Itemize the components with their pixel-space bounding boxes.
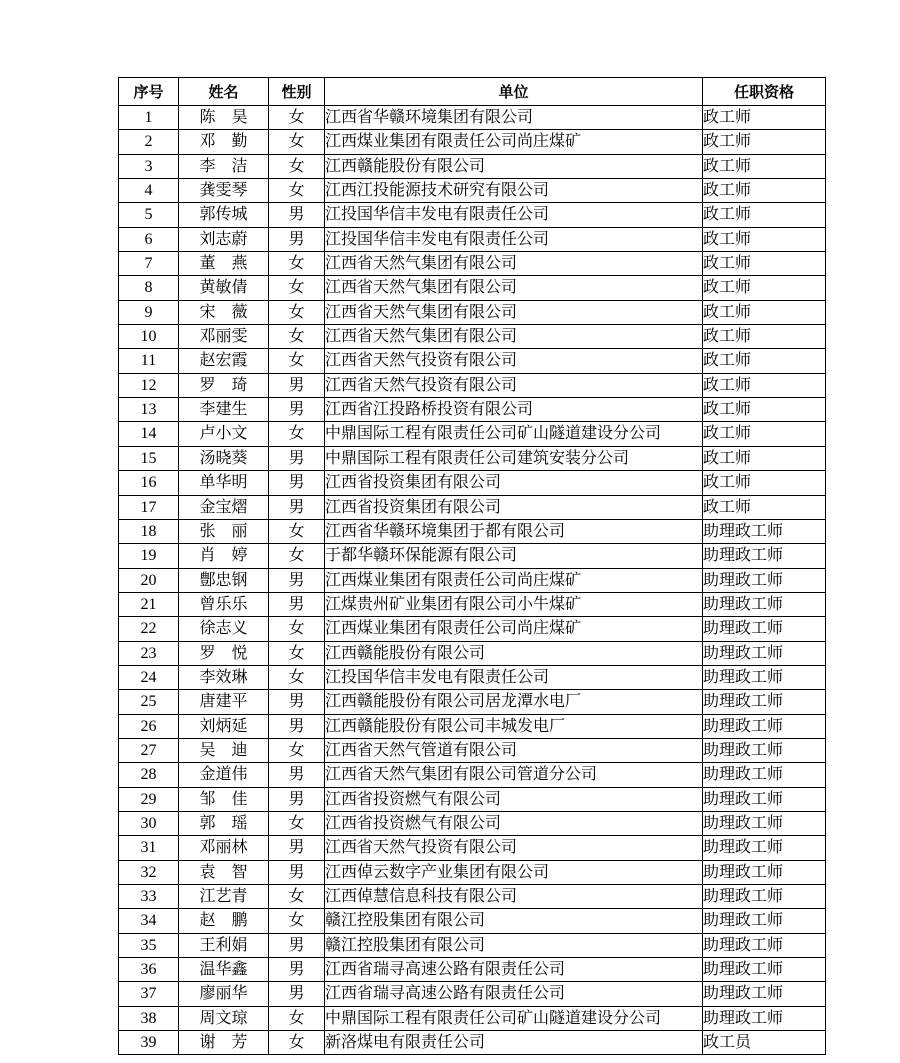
cell-index: 10: [119, 325, 179, 349]
cell-unit: 江西倬慧信息科技有限公司: [325, 885, 703, 909]
table-row: [119, 787, 826, 811]
cell-qualification: 助理政工师: [703, 1006, 826, 1030]
cell-unit: 江西赣能股份有限公司: [325, 154, 703, 178]
cell-unit: 江西省天然气集团有限公司: [325, 325, 703, 349]
cell-name: 唐建平: [179, 690, 269, 714]
cell-qualification: 助理政工师: [703, 544, 826, 568]
cell-index: 9: [119, 300, 179, 324]
cell-unit: 江西省天然气集团有限公司: [325, 300, 703, 324]
cell-index: 5: [119, 203, 179, 227]
table-row: [119, 106, 826, 130]
table-row: [119, 276, 826, 300]
cell-qualification: 政工师: [703, 325, 826, 349]
cell-index: 23: [119, 641, 179, 665]
table-row: [119, 860, 826, 884]
cell-name: 邹 佳: [179, 787, 269, 811]
cell-name: 温华鑫: [179, 958, 269, 982]
cell-qualification: 助理政工师: [703, 568, 826, 592]
cell-unit: 江西省天然气投资有限公司: [325, 373, 703, 397]
cell-qualification: 助理政工师: [703, 811, 826, 835]
cell-qualification: 助理政工师: [703, 592, 826, 616]
table-row: [119, 1031, 826, 1055]
cell-gender: 女: [269, 179, 325, 203]
cell-name: 龚雯琴: [179, 179, 269, 203]
cell-qualification: 政工师: [703, 227, 826, 251]
cell-unit: 江西省江投路桥投资有限公司: [325, 398, 703, 422]
cell-unit: 江西省投资燃气有限公司: [325, 811, 703, 835]
table-row: [119, 836, 826, 860]
cell-gender: 男: [269, 714, 325, 738]
cell-gender: 男: [269, 568, 325, 592]
table-row: [119, 446, 826, 470]
table-row: [119, 909, 826, 933]
cell-gender: 男: [269, 592, 325, 616]
cell-qualification: 政工师: [703, 422, 826, 446]
cell-unit: 江西赣能股份有限公司: [325, 641, 703, 665]
cell-qualification: 政工员: [703, 1031, 826, 1055]
cell-unit: 江西倬云数字产业集团有限公司: [325, 860, 703, 884]
cell-name: 金宝熠: [179, 495, 269, 519]
qualification-table-container: [118, 77, 826, 1055]
cell-unit: 江西省华赣环境集团于都有限公司: [325, 519, 703, 543]
cell-name: 赵 鹏: [179, 909, 269, 933]
cell-index: 6: [119, 227, 179, 251]
cell-gender: 女: [269, 885, 325, 909]
cell-name: 黄敏倩: [179, 276, 269, 300]
cell-name: 李效琳: [179, 665, 269, 689]
cell-gender: 女: [269, 154, 325, 178]
table-row: [119, 982, 826, 1006]
cell-unit: 江西省投资集团有限公司: [325, 495, 703, 519]
cell-index: 29: [119, 787, 179, 811]
cell-qualification: 政工师: [703, 398, 826, 422]
table-row: [119, 349, 826, 373]
cell-name: 张 丽: [179, 519, 269, 543]
cell-gender: 女: [269, 909, 325, 933]
cell-unit: 江西省天然气投资有限公司: [325, 349, 703, 373]
cell-index: 34: [119, 909, 179, 933]
cell-qualification: 政工师: [703, 471, 826, 495]
table-row: [119, 690, 826, 714]
cell-index: 35: [119, 933, 179, 957]
cell-name: 江艺青: [179, 885, 269, 909]
cell-gender: 女: [269, 276, 325, 300]
cell-gender: 男: [269, 203, 325, 227]
cell-name: 邓丽林: [179, 836, 269, 860]
cell-name: 王利娟: [179, 933, 269, 957]
cell-gender: 男: [269, 933, 325, 957]
cell-gender: 男: [269, 373, 325, 397]
cell-index: 17: [119, 495, 179, 519]
cell-name: 谢 芳: [179, 1031, 269, 1055]
table-row: [119, 398, 826, 422]
table-row: [119, 885, 826, 909]
cell-name: 周文琼: [179, 1006, 269, 1030]
cell-unit: 江投国华信丰发电有限责任公司: [325, 203, 703, 227]
cell-name: 刘炳延: [179, 714, 269, 738]
cell-gender: 男: [269, 471, 325, 495]
cell-gender: 女: [269, 106, 325, 130]
cell-name: 徐志义: [179, 617, 269, 641]
cell-unit: 江西省瑞寻高速公路有限责任公司: [325, 958, 703, 982]
cell-unit: 江投国华信丰发电有限责任公司: [325, 665, 703, 689]
cell-gender: 男: [269, 787, 325, 811]
cell-qualification: 政工师: [703, 179, 826, 203]
table-row: [119, 738, 826, 762]
cell-gender: 女: [269, 252, 325, 276]
cell-qualification: 政工师: [703, 252, 826, 276]
cell-unit: 江西煤业集团有限责任公司尚庄煤矿: [325, 130, 703, 154]
table-row: [119, 1006, 826, 1030]
cell-qualification: 助理政工师: [703, 958, 826, 982]
cell-name: 董 燕: [179, 252, 269, 276]
cell-index: 14: [119, 422, 179, 446]
cell-index: 39: [119, 1031, 179, 1055]
qualification-table: [118, 77, 826, 1055]
cell-qualification: 助理政工师: [703, 738, 826, 762]
cell-gender: 女: [269, 349, 325, 373]
table-row: [119, 811, 826, 835]
cell-gender: 女: [269, 1006, 325, 1030]
cell-gender: 男: [269, 398, 325, 422]
cell-index: 3: [119, 154, 179, 178]
cell-qualification: 助理政工师: [703, 763, 826, 787]
cell-index: 16: [119, 471, 179, 495]
cell-index: 24: [119, 665, 179, 689]
cell-index: 13: [119, 398, 179, 422]
cell-index: 18: [119, 519, 179, 543]
cell-name: 肖 婷: [179, 544, 269, 568]
cell-gender: 男: [269, 958, 325, 982]
table-row: [119, 422, 826, 446]
cell-qualification: 政工师: [703, 276, 826, 300]
cell-unit: 于都华赣环保能源有限公司: [325, 544, 703, 568]
table-row: [119, 958, 826, 982]
cell-index: 28: [119, 763, 179, 787]
cell-index: 4: [119, 179, 179, 203]
cell-name: 鄷忠钢: [179, 568, 269, 592]
cell-gender: 女: [269, 300, 325, 324]
cell-gender: 男: [269, 982, 325, 1006]
cell-unit: 江西省天然气管道有限公司: [325, 738, 703, 762]
cell-unit: 江西省瑞寻高速公路有限责任公司: [325, 982, 703, 1006]
table-row: [119, 373, 826, 397]
table-row: [119, 495, 826, 519]
cell-index: 20: [119, 568, 179, 592]
cell-gender: 男: [269, 763, 325, 787]
cell-qualification: 助理政工师: [703, 933, 826, 957]
table-row: [119, 544, 826, 568]
cell-qualification: 政工师: [703, 446, 826, 470]
table-row: [119, 300, 826, 324]
cell-unit: 江西赣能股份有限公司丰城发电厂: [325, 714, 703, 738]
cell-qualification: 助理政工师: [703, 860, 826, 884]
cell-index: 7: [119, 252, 179, 276]
cell-index: 2: [119, 130, 179, 154]
cell-unit: 江西煤业集团有限责任公司尚庄煤矿: [325, 617, 703, 641]
cell-gender: 女: [269, 617, 325, 641]
cell-index: 37: [119, 982, 179, 1006]
cell-qualification: 政工师: [703, 373, 826, 397]
cell-unit: 江西省天然气集团有限公司: [325, 252, 703, 276]
cell-qualification: 政工师: [703, 203, 826, 227]
cell-qualification: 助理政工师: [703, 787, 826, 811]
cell-gender: 男: [269, 495, 325, 519]
cell-name: 金道伟: [179, 763, 269, 787]
cell-unit: 新洛煤电有限责任公司: [325, 1031, 703, 1055]
cell-unit: 江西省天然气集团有限公司: [325, 276, 703, 300]
cell-unit: 江西省投资燃气有限公司: [325, 787, 703, 811]
cell-unit: 江西煤业集团有限责任公司尚庄煤矿: [325, 568, 703, 592]
cell-gender: 女: [269, 544, 325, 568]
cell-index: 11: [119, 349, 179, 373]
cell-index: 1: [119, 106, 179, 130]
cell-name: 吴 迪: [179, 738, 269, 762]
cell-name: 郭 瑶: [179, 811, 269, 835]
cell-index: 30: [119, 811, 179, 835]
cell-unit: 江西省天然气投资有限公司: [325, 836, 703, 860]
cell-index: 22: [119, 617, 179, 641]
table-row: [119, 227, 826, 251]
cell-unit: 中鼎国际工程有限责任公司矿山隧道建设分公司: [325, 422, 703, 446]
table-body: [119, 106, 826, 1055]
cell-name: 邓丽雯: [179, 325, 269, 349]
cell-unit: 赣江控股集团有限公司: [325, 933, 703, 957]
cell-qualification: 政工师: [703, 154, 826, 178]
cell-name: 李建生: [179, 398, 269, 422]
table-row: [119, 714, 826, 738]
cell-qualification: 助理政工师: [703, 982, 826, 1006]
table-row: [119, 763, 826, 787]
table-row: [119, 641, 826, 665]
cell-qualification: 助理政工师: [703, 885, 826, 909]
cell-unit: 江西赣能股份有限公司居龙潭水电厂: [325, 690, 703, 714]
cell-gender: 女: [269, 130, 325, 154]
table-row: [119, 179, 826, 203]
cell-unit: 中鼎国际工程有限责任公司矿山隧道建设分公司: [325, 1006, 703, 1030]
cell-name: 单华明: [179, 471, 269, 495]
cell-gender: 男: [269, 227, 325, 251]
cell-gender: 男: [269, 836, 325, 860]
cell-name: 卢小文: [179, 422, 269, 446]
cell-unit: 江投国华信丰发电有限责任公司: [325, 227, 703, 251]
cell-name: 赵宏霞: [179, 349, 269, 373]
cell-gender: 女: [269, 665, 325, 689]
cell-unit: 江西江投能源技术研究有限公司: [325, 179, 703, 203]
cell-qualification: 政工师: [703, 349, 826, 373]
cell-gender: 女: [269, 811, 325, 835]
table-row: [119, 617, 826, 641]
cell-qualification: 政工师: [703, 130, 826, 154]
cell-name: 陈 昊: [179, 106, 269, 130]
cell-unit: 江西省华赣环境集团有限公司: [325, 106, 703, 130]
header-gender: 性别: [269, 78, 325, 106]
cell-qualification: 助理政工师: [703, 714, 826, 738]
cell-gender: 女: [269, 325, 325, 349]
cell-unit: 江煤贵州矿业集团有限公司小牛煤矿: [325, 592, 703, 616]
cell-index: 21: [119, 592, 179, 616]
cell-index: 33: [119, 885, 179, 909]
cell-index: 36: [119, 958, 179, 982]
cell-qualification: 政工师: [703, 300, 826, 324]
table-row: [119, 519, 826, 543]
cell-index: 12: [119, 373, 179, 397]
cell-index: 19: [119, 544, 179, 568]
cell-unit: 江西省投资集团有限公司: [325, 471, 703, 495]
table-row: [119, 592, 826, 616]
cell-qualification: 助理政工师: [703, 909, 826, 933]
header-unit: 单位: [325, 78, 703, 106]
table-row: [119, 154, 826, 178]
cell-name: 袁 智: [179, 860, 269, 884]
cell-qualification: 助理政工师: [703, 690, 826, 714]
cell-index: 31: [119, 836, 179, 860]
cell-name: 郭传城: [179, 203, 269, 227]
cell-qualification: 政工师: [703, 106, 826, 130]
cell-qualification: 助理政工师: [703, 519, 826, 543]
cell-qualification: 助理政工师: [703, 836, 826, 860]
cell-name: 廖丽华: [179, 982, 269, 1006]
cell-index: 38: [119, 1006, 179, 1030]
cell-qualification: 政工师: [703, 495, 826, 519]
cell-qualification: 助理政工师: [703, 617, 826, 641]
cell-qualification: 助理政工师: [703, 665, 826, 689]
cell-name: 宋 薇: [179, 300, 269, 324]
cell-gender: 女: [269, 641, 325, 665]
cell-index: 26: [119, 714, 179, 738]
cell-gender: 女: [269, 519, 325, 543]
cell-name: 曾乐乐: [179, 592, 269, 616]
cell-gender: 男: [269, 690, 325, 714]
cell-name: 刘志蔚: [179, 227, 269, 251]
table-row: [119, 252, 826, 276]
cell-unit: 中鼎国际工程有限责任公司建筑安装分公司: [325, 446, 703, 470]
cell-index: 27: [119, 738, 179, 762]
cell-index: 8: [119, 276, 179, 300]
cell-qualification: 助理政工师: [703, 641, 826, 665]
table-row: [119, 471, 826, 495]
table-row: [119, 130, 826, 154]
cell-gender: 女: [269, 422, 325, 446]
cell-index: 25: [119, 690, 179, 714]
cell-gender: 女: [269, 1031, 325, 1055]
cell-gender: 女: [269, 738, 325, 762]
table-row: [119, 325, 826, 349]
table-row: [119, 933, 826, 957]
header-name: 姓名: [179, 78, 269, 106]
header-index: 序号: [119, 78, 179, 106]
cell-index: 15: [119, 446, 179, 470]
cell-unit: 赣江控股集团有限公司: [325, 909, 703, 933]
cell-index: 32: [119, 860, 179, 884]
header-qualification: 任职资格: [703, 78, 826, 106]
cell-name: 汤晓葵: [179, 446, 269, 470]
table-row: [119, 203, 826, 227]
cell-name: 邓 勤: [179, 130, 269, 154]
cell-unit: 江西省天然气集团有限公司管道分公司: [325, 763, 703, 787]
cell-name: 李 洁: [179, 154, 269, 178]
cell-gender: 男: [269, 860, 325, 884]
cell-name: 罗 琦: [179, 373, 269, 397]
table-row: [119, 568, 826, 592]
table-header-row: [119, 78, 826, 106]
cell-name: 罗 悦: [179, 641, 269, 665]
cell-gender: 男: [269, 446, 325, 470]
table-row: [119, 665, 826, 689]
